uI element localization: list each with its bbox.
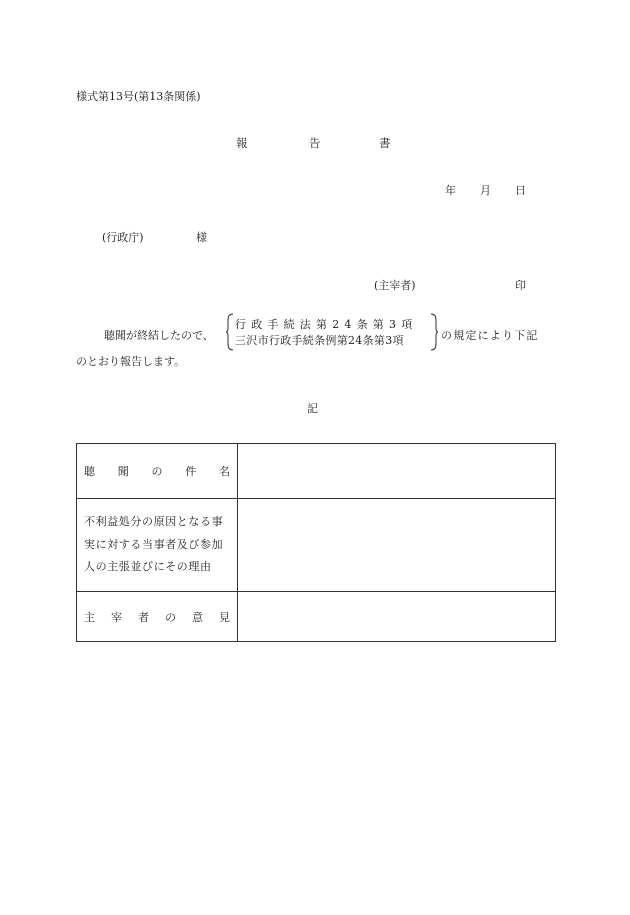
body-text-continuation: のとおり報告します。 bbox=[76, 355, 186, 368]
label-char: 聞 bbox=[117, 465, 129, 478]
report-table bbox=[76, 443, 556, 642]
law-option-1: 行政手続法第24条第3項 bbox=[235, 318, 418, 331]
presider-opinion-label-cell bbox=[77, 592, 238, 642]
ki-heading: 記 bbox=[307, 402, 318, 415]
label-char: 宰 bbox=[111, 610, 122, 624]
table-row bbox=[77, 499, 556, 592]
date-year-label: 年 bbox=[445, 184, 456, 197]
label-line: 人の主張並びにその理由 bbox=[84, 560, 212, 574]
label-line: 実に対する当事者及び参加 bbox=[84, 537, 224, 551]
parties-claims-label bbox=[77, 511, 237, 579]
title-char: 書 bbox=[379, 136, 391, 150]
law-options-bracket bbox=[226, 312, 438, 352]
body-text-lead: 聴聞が終結したので、 bbox=[104, 329, 214, 342]
body-text-tail: の規定により下記 bbox=[441, 329, 539, 342]
parties-claims-value-cell[interactable] bbox=[238, 499, 556, 592]
seal-mark: 印 bbox=[515, 279, 526, 292]
presider-label: (主宰者) bbox=[374, 279, 416, 292]
title-char: 報 bbox=[236, 136, 248, 150]
form-number: 様式第13号(第13条関係) bbox=[76, 90, 201, 103]
parties-claims-label-cell bbox=[77, 499, 238, 592]
addressee-honorific: 様 bbox=[196, 231, 207, 244]
label-char: 主 bbox=[84, 610, 95, 624]
addressee-agency: (行政庁) bbox=[102, 231, 144, 244]
label-char: 聴 bbox=[84, 465, 95, 478]
hearing-title-value-cell[interactable] bbox=[238, 444, 556, 499]
label-line: 不利益処分の原因となる事 bbox=[84, 515, 224, 529]
label-char: 名 bbox=[219, 465, 230, 478]
date-month-label: 月 bbox=[480, 184, 491, 197]
document-title bbox=[236, 135, 396, 151]
presider-opinion-value-cell[interactable] bbox=[238, 592, 556, 642]
label-char: 意 bbox=[192, 610, 203, 624]
date-line bbox=[440, 182, 530, 198]
label-char: の bbox=[165, 610, 176, 624]
label-char: 見 bbox=[219, 610, 230, 624]
hearing-title-label-cell bbox=[77, 444, 238, 499]
law-option-2: 三沢市行政手続条例第24条第3項 bbox=[235, 334, 404, 347]
title-char: 告 bbox=[309, 136, 321, 150]
date-day-label: 日 bbox=[515, 184, 526, 197]
label-char: 件 bbox=[185, 465, 197, 478]
label-char: の bbox=[151, 465, 163, 478]
hearing-title-label bbox=[77, 463, 237, 479]
table-row bbox=[77, 592, 556, 642]
presider-opinion-label bbox=[77, 609, 237, 625]
label-char: 者 bbox=[138, 610, 149, 624]
table-row bbox=[77, 444, 556, 499]
